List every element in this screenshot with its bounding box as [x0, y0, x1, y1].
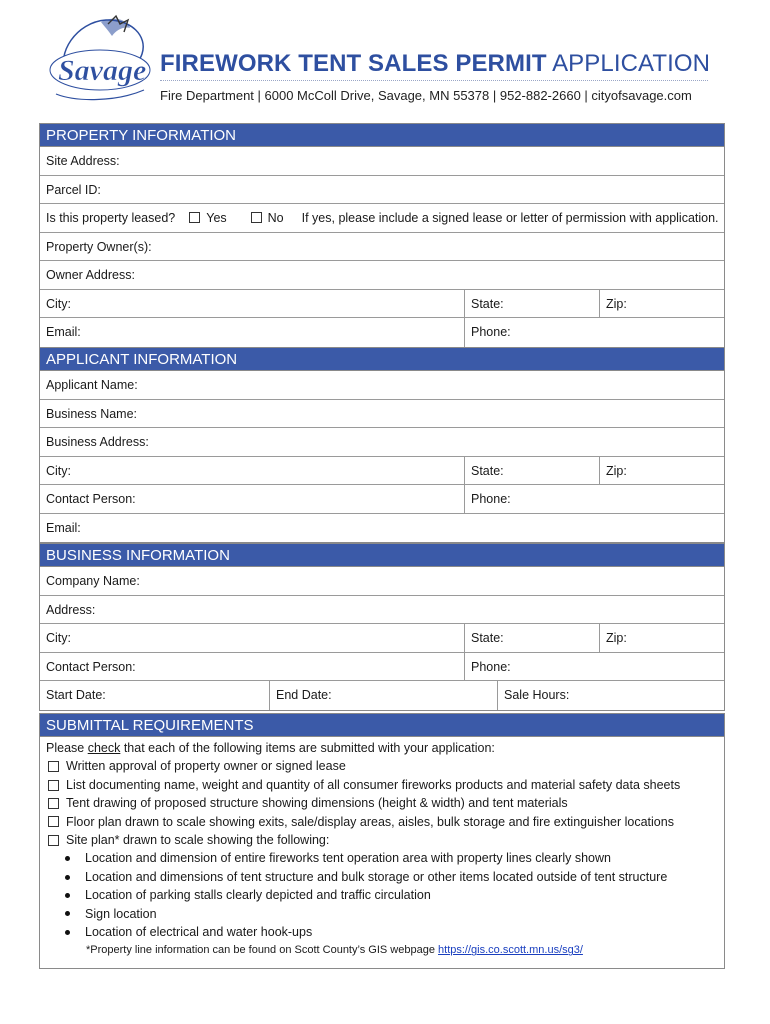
bullet-icon [65, 930, 70, 935]
applicant-city-field[interactable]: City: [46, 463, 71, 478]
list-item [46, 831, 718, 849]
bullet-item [46, 849, 718, 867]
business-city-field[interactable]: City: [46, 631, 71, 645]
gis-note-text: *Property line information can be found on Scott County’s GIS webpage [86, 944, 439, 957]
business-state-field[interactable]: State: [464, 624, 599, 652]
requirement-label: Floor plan drawn to scale showing exits, sale/display areas, aisles, bulk storage and fire extinguisher locations [66, 814, 674, 829]
page-title [160, 50, 710, 78]
title-rest: APPLICATION [552, 50, 711, 77]
business-contact-field[interactable]: Contact Person: [46, 659, 136, 674]
list-item [46, 794, 718, 812]
title-bold: FIREWORK TENT SALES PERMIT [160, 50, 547, 77]
requirement-label: Site plan* drawn to scale showing the following: [66, 833, 330, 848]
site-address-field[interactable]: Site Address: [46, 154, 120, 168]
applicant-email-field[interactable]: Email: [46, 520, 81, 535]
property-city-field[interactable]: City: [46, 296, 71, 311]
business-heading: BUSINESS INFORMATION [40, 543, 724, 567]
leased-no-checkbox[interactable] [251, 212, 262, 223]
applicant-zip-field[interactable]: Zip: [599, 457, 724, 485]
bullet-item [46, 923, 718, 941]
sale-hours-field[interactable]: Sale Hours: [497, 681, 724, 710]
owner-address-field[interactable]: Owner Address: [46, 268, 135, 282]
leased-label: Is this property leased? [46, 210, 176, 225]
bullet-icon [65, 875, 70, 880]
list-item [46, 813, 718, 831]
business-section [39, 543, 725, 711]
applicant-state-field[interactable]: State: [464, 457, 599, 485]
intro-check: check [87, 741, 121, 755]
property-email-field[interactable]: Email: [46, 325, 81, 339]
applicant-section [39, 347, 725, 543]
submittal-heading: SUBMITTAL REQUIREMENTS [40, 713, 724, 737]
gis-link[interactable]: https://gis.co.scott.mn.us/sg3/ [438, 944, 583, 957]
end-date-field[interactable]: End Date: [269, 681, 497, 710]
submittal-intro [46, 739, 718, 757]
leased-question [40, 204, 724, 232]
bullet-icon [65, 911, 70, 916]
bullet-label: Location of electrical and water hook-ups [85, 925, 313, 940]
property-phone-field[interactable]: Phone: [464, 318, 724, 347]
bullet-item [46, 868, 718, 886]
business-name-field[interactable]: Business Name: [46, 406, 138, 421]
bullet-label: Location and dimension of entire fireworks tent operation area with property lines clearly shown [85, 851, 611, 866]
gis-note [46, 941, 718, 959]
intro-post: that each of the following items are submitted with your application: [120, 741, 495, 755]
property-section [39, 123, 725, 348]
applicant-phone-field[interactable]: Phone: [464, 485, 724, 513]
bullet-label: Location of parking stalls clearly depicted and traffic circulation [85, 888, 431, 903]
property-heading: PROPERTY INFORMATION [40, 123, 724, 147]
leased-no-label: No [267, 210, 284, 225]
list-item [46, 776, 718, 794]
bullet-label: Sign location [85, 906, 157, 921]
requirement-label: List documenting name, weight and quantity of all consumer fireworks products and material safety data sheets [66, 777, 681, 792]
requirement-checkbox[interactable] [48, 761, 59, 772]
property-owners-field[interactable]: Property Owner(s): [46, 239, 152, 254]
bullet-icon [65, 856, 70, 861]
requirement-checkbox[interactable] [48, 780, 59, 791]
requirement-checkbox[interactable] [48, 798, 59, 809]
business-phone-field[interactable]: Phone: [464, 653, 724, 681]
parcel-id-field[interactable]: Parcel ID: [46, 182, 101, 197]
applicant-name-field[interactable]: Applicant Name: [46, 378, 138, 392]
bullet-item [46, 905, 718, 923]
requirement-label: Tent drawing of proposed structure showing dimensions (height & width) and tent materials [66, 796, 568, 811]
bullet-label: Location and dimensions of tent structure and bulk storage or other items located outside of tent structure [85, 869, 668, 884]
title-divider [160, 80, 708, 81]
leased-yes-checkbox[interactable] [189, 212, 200, 223]
savage-logo [46, 14, 154, 106]
property-zip-field[interactable]: Zip: [599, 290, 724, 318]
applicant-heading: APPLICANT INFORMATION [40, 347, 724, 371]
requirement-label: Written approval of property owner or signed lease [66, 759, 346, 774]
start-date-field[interactable]: Start Date: [46, 688, 106, 702]
logo-text: Savage [58, 54, 147, 87]
requirement-checkbox[interactable] [48, 816, 59, 827]
business-zip-field[interactable]: Zip: [599, 624, 724, 652]
applicant-contact-field[interactable]: Contact Person: [46, 492, 136, 506]
leased-note: If yes, please include a signed lease or letter of permission with application. [301, 210, 719, 225]
list-item [46, 757, 718, 775]
submittal-section [39, 713, 725, 969]
business-address-field[interactable]: Business Address: [46, 435, 149, 449]
bullet-icon [65, 893, 70, 898]
intro-pre: Please [46, 741, 88, 755]
bullet-item [46, 886, 718, 904]
business-address-line-field[interactable]: Address: [46, 602, 96, 617]
company-name-field[interactable]: Company Name: [46, 574, 140, 588]
property-state-field[interactable]: State: [464, 290, 599, 318]
submittal-list [40, 737, 724, 968]
contact-line: Fire Department | 6000 McColl Drive, Savage, MN 55378 | 952-882-2660 | cityofsavage.com [160, 88, 692, 103]
leased-yes-label: Yes [206, 210, 227, 225]
requirement-checkbox[interactable] [48, 835, 59, 846]
